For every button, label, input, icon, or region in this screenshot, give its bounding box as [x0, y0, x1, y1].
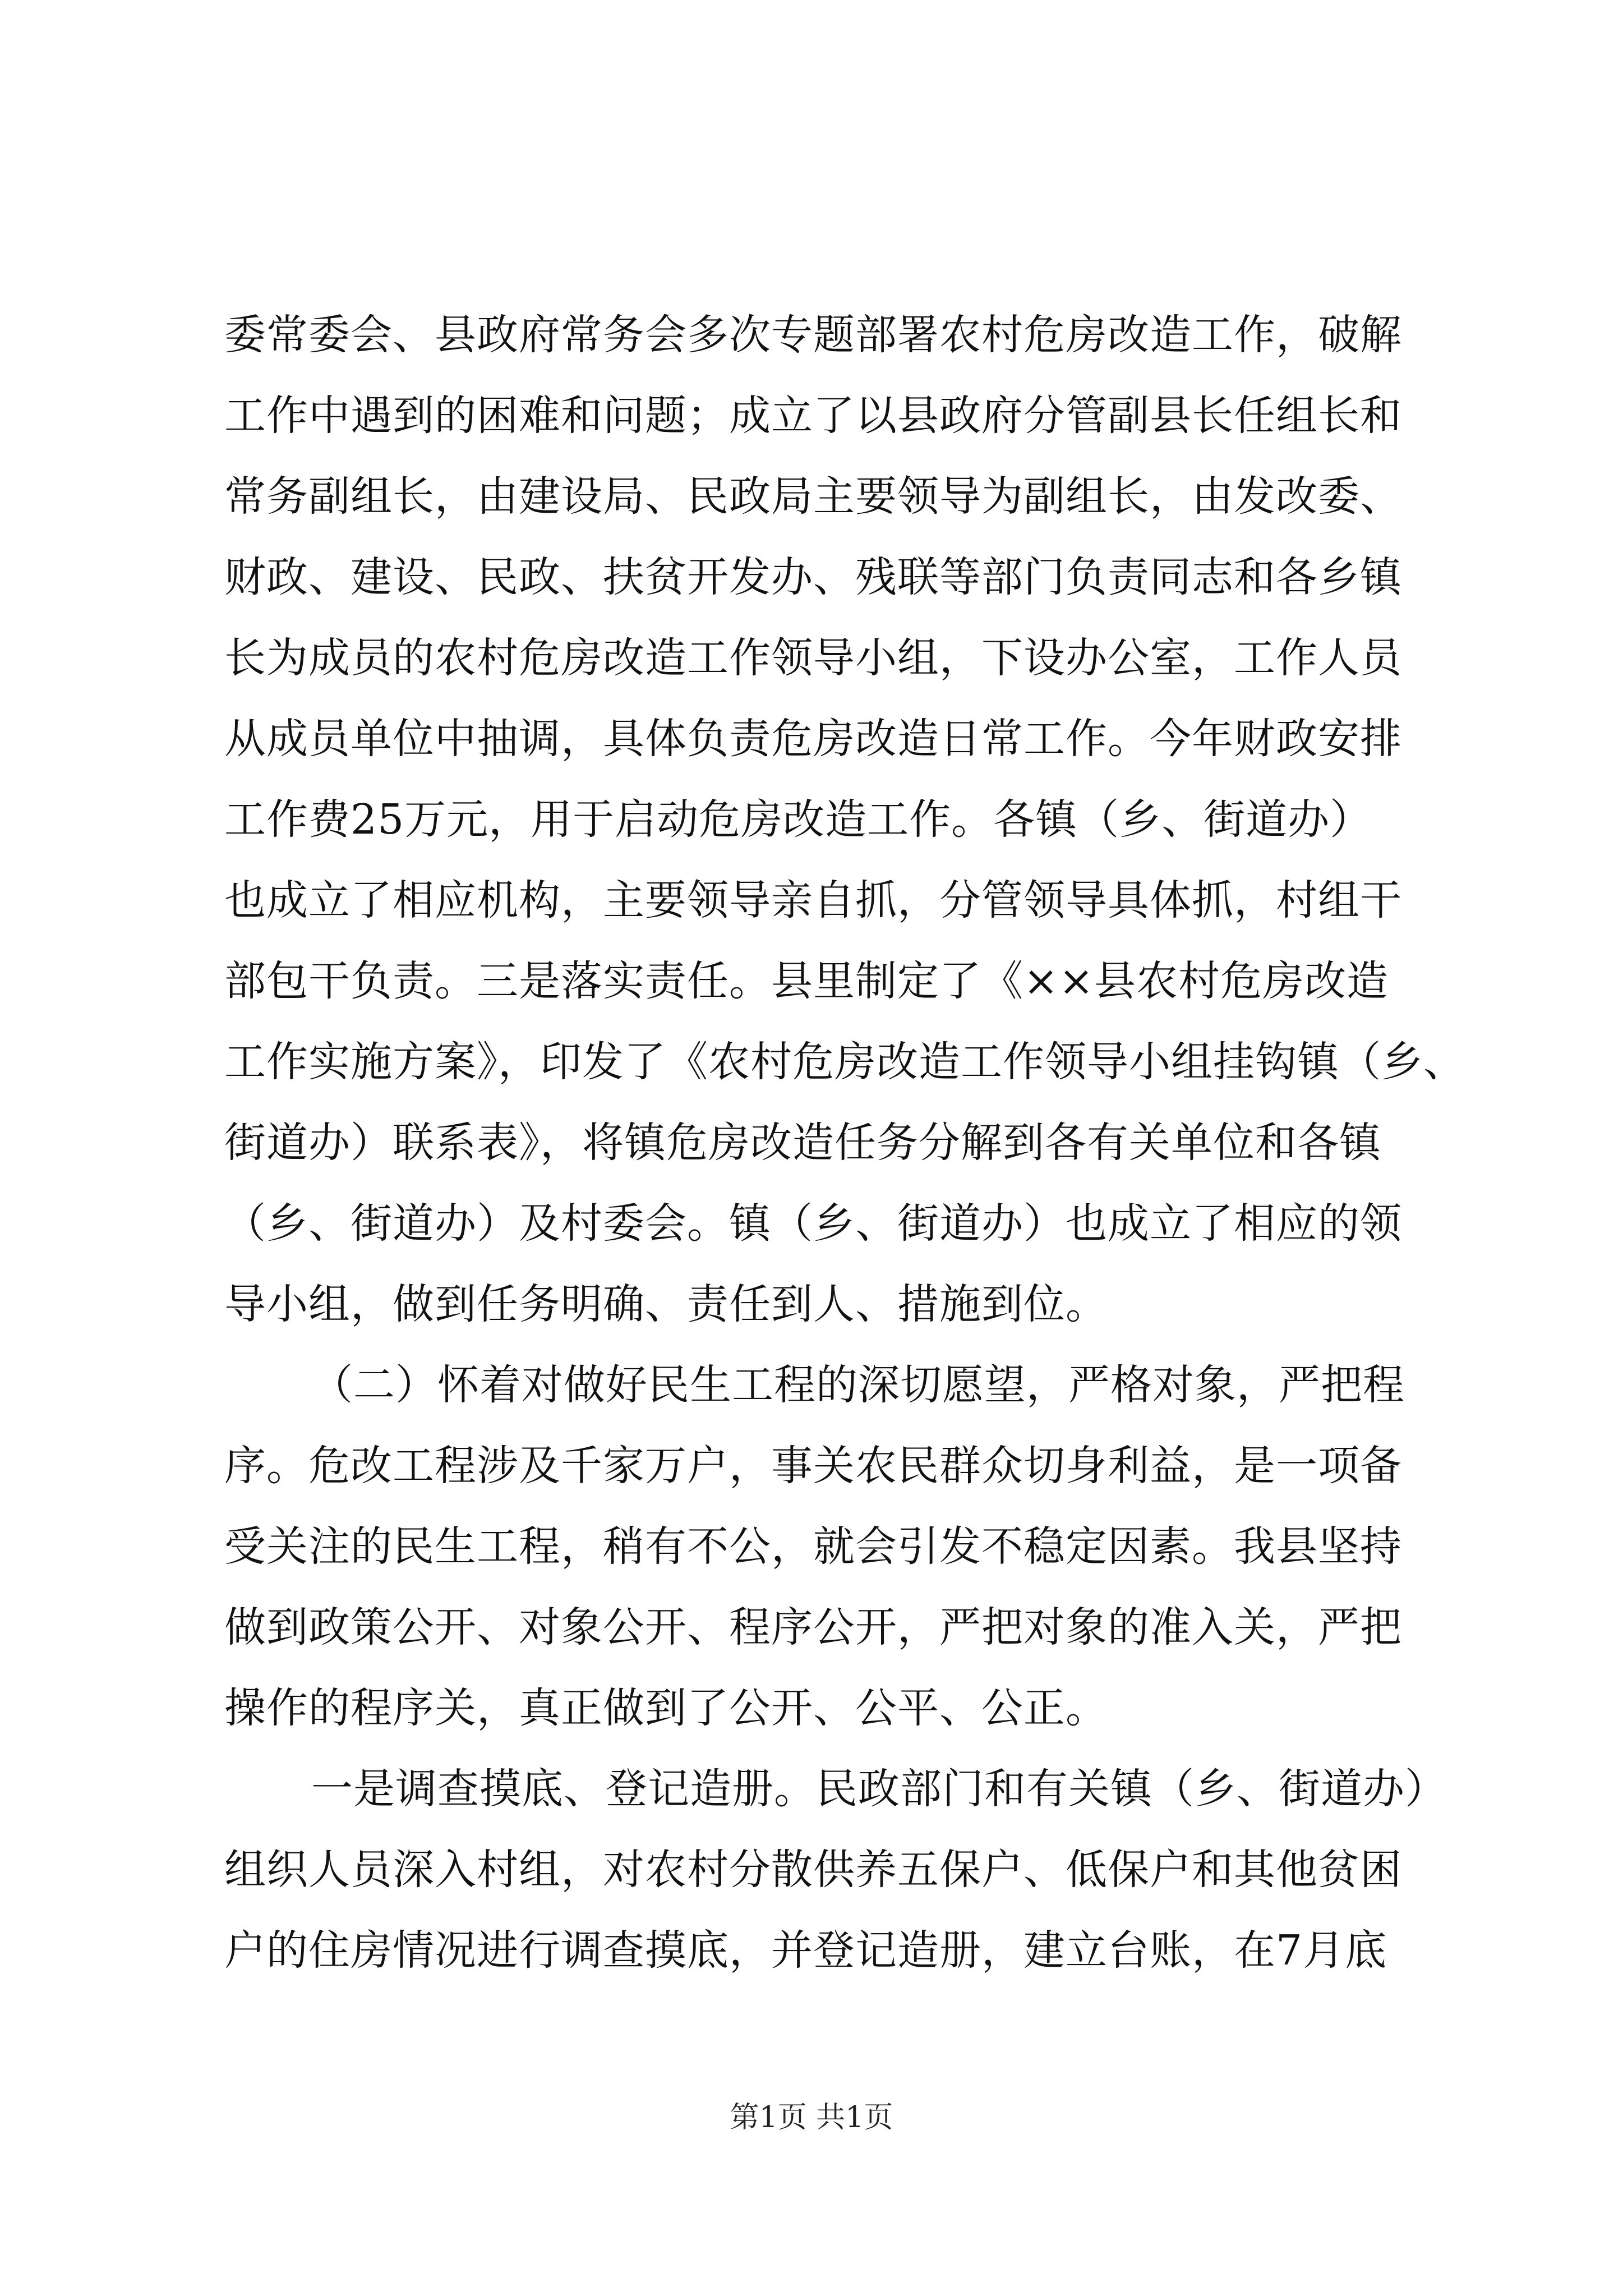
- text-line: 序。危改工程涉及千家万户，事关农民群众切身利益，是一项备: [224, 1442, 1402, 1490]
- text-line: 受关注的民生工程，稍有不公，就会引发不稳定因素。我县坚持: [224, 1522, 1402, 1571]
- text-line: 导小组，做到任务明确、责任到人、措施到位。: [224, 1280, 1108, 1328]
- text-line: 常务副组长，由建设局、民政局主要领导为副组长，由发改委、: [224, 472, 1402, 521]
- text-line: 工作中遇到的困难和问题；成立了以县政府分管副县长任组长和: [224, 392, 1402, 440]
- text-line: 街道办）联系表》，将镇危房改造任务分解到各有关单位和各镇: [224, 1119, 1381, 1167]
- text-line: 委常委会、县政府常务会多次专题部署农村危房改造工作，破解: [224, 311, 1402, 359]
- text-line: 财政、建设、民政、扶贫开发办、残联等部门负责同志和各乡镇: [224, 553, 1402, 601]
- text-line: 长为成员的农村危房改造工作领导小组，下设办公室，工作人员: [224, 634, 1402, 682]
- page-footer: 第1页 共1页: [730, 2101, 893, 2134]
- text-line: （乡、街道办）及村委会。镇（乡、街道办）也成立了相应的领: [224, 1199, 1402, 1248]
- document-body: [224, 295, 1465, 1991]
- text-line: 组织人员深入村组，对农村分散供养五保户、低保户和其他贫困: [224, 1846, 1402, 1894]
- text-line: 操作的程序关，真正做到了公开、公平、公正。: [224, 1684, 1108, 1732]
- text-line: （二）怀着对做好民生工程的深切愿望，严格对象，严把程: [311, 1361, 1405, 1409]
- text-line: 从成员单位中抽调，具体负责危房改造日常工作。今年财政安排: [224, 715, 1402, 763]
- text-line: 一是调查摸底、登记造册。民政部门和有关镇（乡、街道办）: [311, 1765, 1447, 1813]
- text-line: 部包干负责。三是落实责任。县里制定了《××县农村危房改造: [224, 957, 1389, 1005]
- text-line: 工作实施方案》，印发了《农村危房改造工作领导小组挂钩镇（乡、: [224, 1038, 1465, 1086]
- text-line: 也成立了相应机构，主要领导亲自抓，分管领导具体抓，村组干: [224, 876, 1402, 924]
- text-line: 做到政策公开、对象公开、程序公开，严把对象的准入关，严把: [224, 1603, 1402, 1651]
- text-line: 工作费25万元，用于启动危房改造工作。各镇（乡、街道办）: [224, 795, 1372, 844]
- text-line: 户的住房情况进行调查摸底，并登记造册，建立台账，在7月底: [224, 1926, 1387, 1975]
